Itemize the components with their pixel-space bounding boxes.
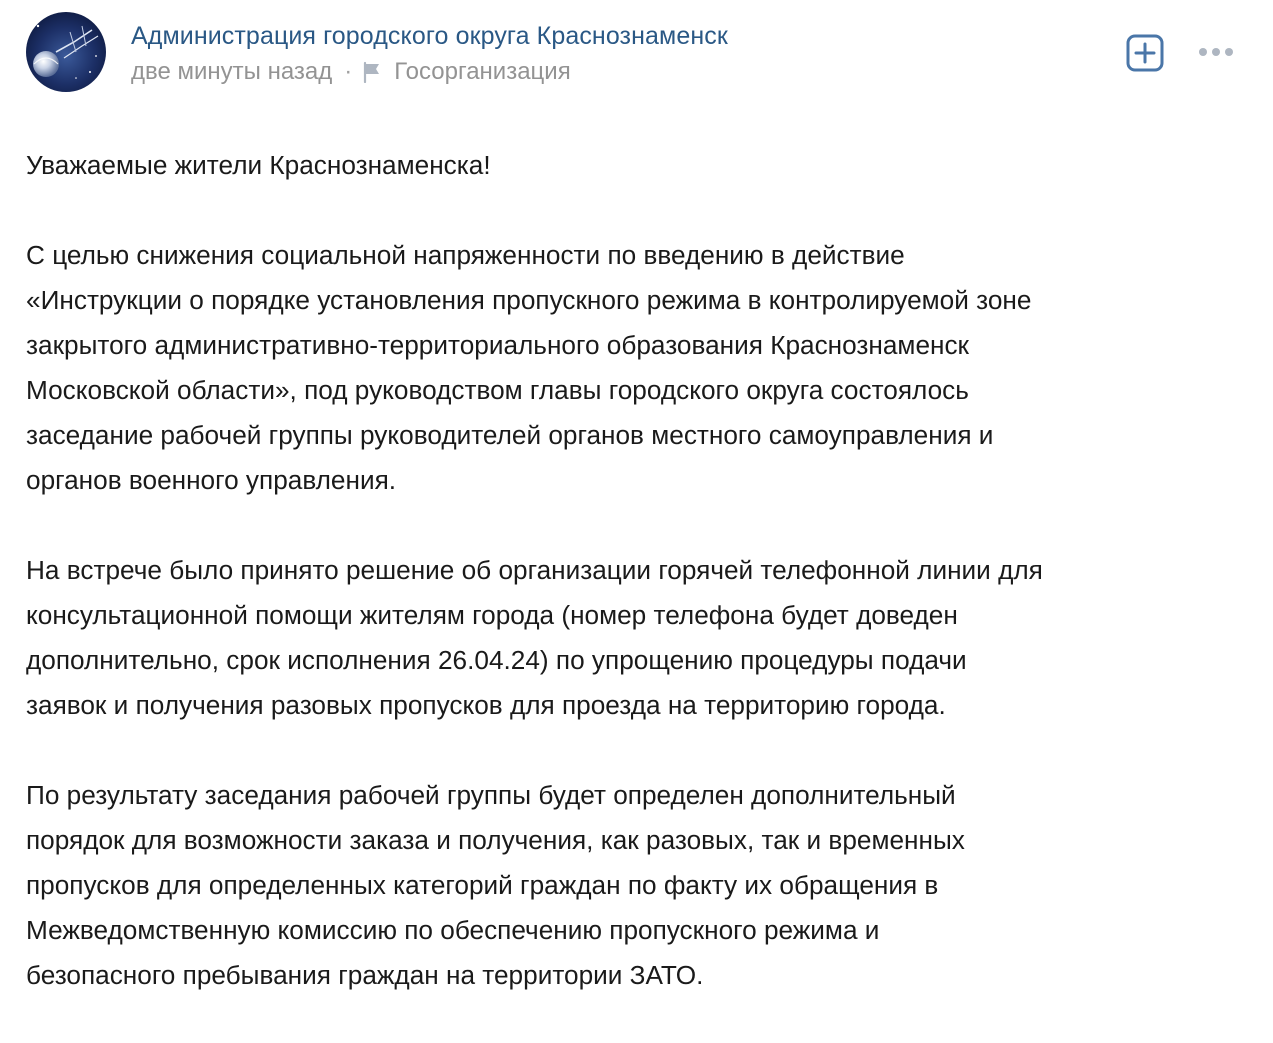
text-line: порядок для возможности заказа и получения, как разовых, так и временных: [26, 825, 965, 855]
post-time[interactable]: две минуты назад: [131, 58, 333, 85]
avatar[interactable]: [26, 12, 106, 92]
text-line: Московской области», под руководством главы городского округа состоялось: [26, 375, 969, 405]
text-line: Межведомственную комиссию по обеспечению пропускного режима и: [26, 915, 880, 945]
text-line: По результату заседания рабочей группы будет определен дополнительный: [26, 780, 956, 810]
text-line: консультационной помощи жителям города (номер телефона будет доведен: [26, 600, 958, 630]
text-line: «Инструкции о порядке установления пропускного режима в контролируемой зоне: [26, 285, 1032, 315]
text-line: дополнительно, срок исполнения 26.04.24) по упрощению процедуры подачи: [26, 645, 967, 675]
post-meta: [131, 58, 571, 86]
text-line: На встрече было принято решение об организации горячей телефонной линии для: [26, 555, 1043, 585]
text-line: заседание рабочей группы руководителей органов местного самоуправления и: [26, 420, 994, 450]
text-line: органов военного управления.: [26, 465, 397, 495]
add-square-icon: [1126, 34, 1164, 72]
flag-icon: [362, 61, 382, 83]
meta-separator: ·: [344, 58, 353, 85]
post-text: [26, 143, 1251, 1043]
paragraph: [26, 548, 1251, 728]
more-dots-icon: [1198, 44, 1234, 60]
text-line: закрытого административно-территориального образования Краснознаменск: [26, 330, 970, 360]
text-line: С целью снижения социальной напряженности по введению в действие: [26, 240, 905, 270]
author-name-link[interactable]: Администрация городского округа Краснознаменск: [131, 22, 728, 50]
add-button[interactable]: [1126, 34, 1164, 72]
post-header: [26, 12, 1246, 94]
text-line: безопасного пребывания граждан на территории ЗАТО.: [26, 960, 704, 990]
text-line: Уважаемые жители Краснознаменска!: [26, 150, 491, 180]
more-button[interactable]: [1198, 44, 1234, 60]
paragraph: [26, 143, 1251, 188]
text-line: заявок и получения разовых пропусков для проезда на территорию города.: [26, 690, 946, 720]
post-category: Госорганизация: [394, 58, 571, 85]
paragraph: [26, 773, 1251, 998]
paragraph: [26, 233, 1251, 503]
avatar-logo-icon: [26, 12, 106, 92]
text-line: пропусков для определенных категорий граждан по факту их обращения в: [26, 870, 939, 900]
